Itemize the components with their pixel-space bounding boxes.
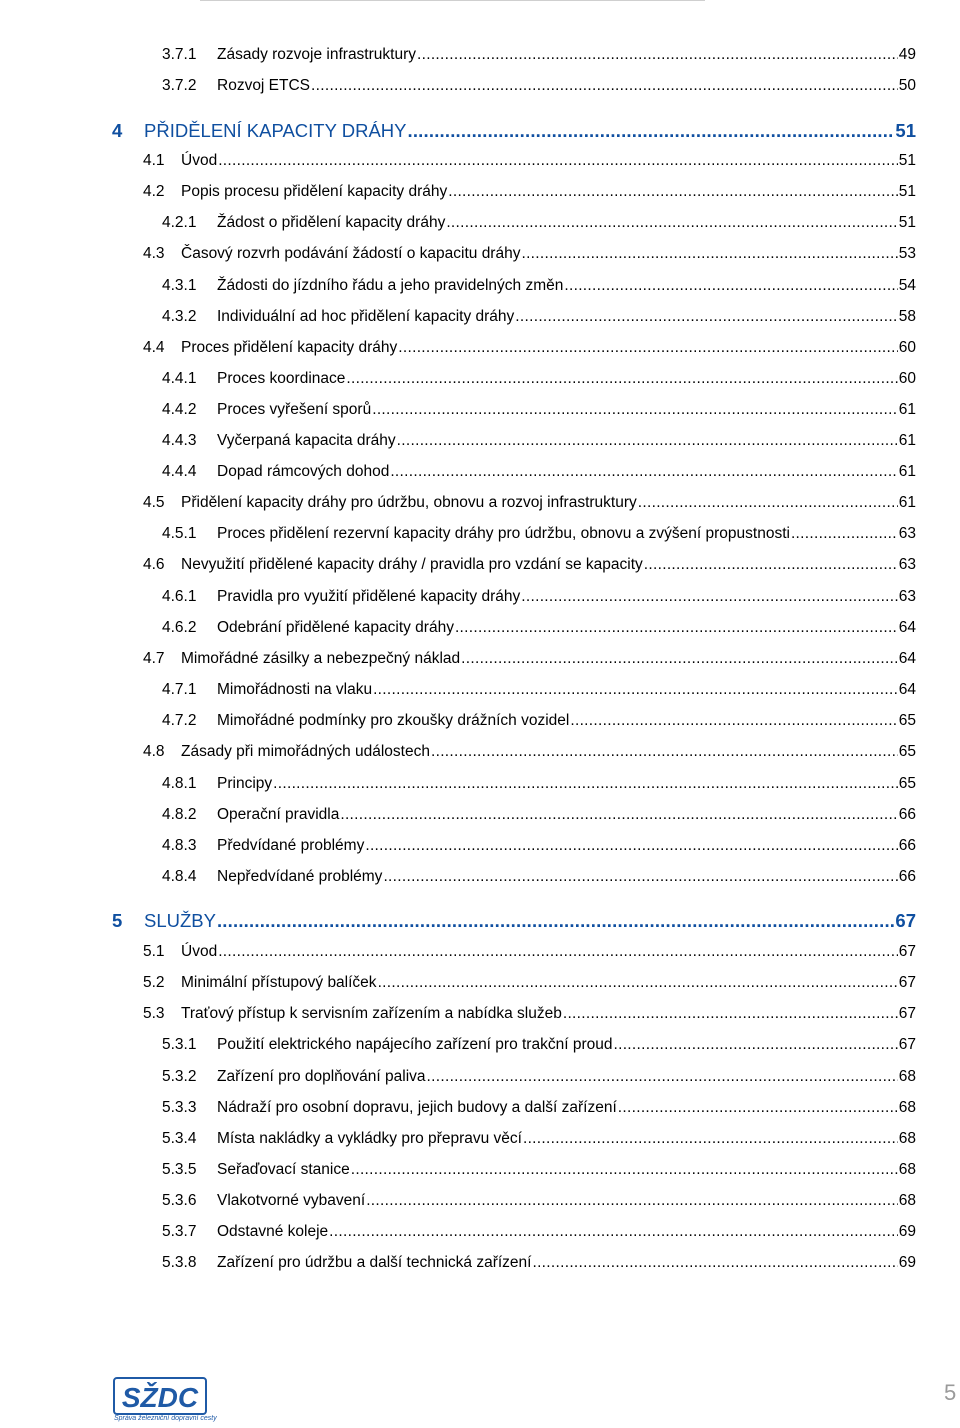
toc-page-number: 61: [898, 494, 916, 511]
toc-entry[interactable]: [143, 650, 916, 668]
toc-page-number: 65: [898, 775, 916, 792]
toc-page-number: 65: [898, 743, 916, 760]
toc-entry[interactable]: [162, 837, 916, 855]
toc-leader-dots: [446, 214, 897, 232]
toc-number: 4.6.1: [162, 588, 197, 605]
toc-page-number: 54: [898, 277, 916, 294]
toc-entry[interactable]: [143, 494, 916, 512]
toc-page-number: 61: [898, 401, 916, 418]
toc-number: 4.8.3: [162, 837, 197, 854]
toc-entry[interactable]: [162, 1161, 916, 1179]
toc-number: 4.8: [143, 743, 165, 760]
toc-title: Mimořádné podmínky pro zkoušky drážních vozidel: [217, 712, 570, 729]
toc-title: Nevyužití přidělené kapacity dráhy / pravidla pro vzdání se kapacity: [181, 556, 643, 573]
toc-page-number: 68: [898, 1161, 916, 1178]
toc-entry[interactable]: [162, 277, 916, 295]
toc-leader-dots: [521, 245, 897, 263]
toc-page-number: 51: [898, 183, 916, 200]
toc-page-number: 66: [898, 868, 916, 885]
toc-title: Proces přidělení kapacity dráhy: [181, 339, 398, 356]
toc-leader-dots: [427, 1068, 898, 1086]
toc-title: Zásady rozvoje infrastruktury: [217, 46, 416, 63]
toc-page-number: 63: [898, 525, 916, 542]
toc-page-number: 49: [898, 46, 916, 63]
toc-title: Traťový přístup k servisním zařízením a nabídka služeb: [181, 1005, 562, 1022]
toc-number: 4.4.2: [162, 401, 197, 418]
toc-title: Minimální přístupový balíček: [181, 974, 377, 991]
toc-leader-dots: [431, 743, 898, 761]
toc-title: Individuální ad hoc přidělení kapacity dráhy: [217, 308, 515, 325]
toc-page-number: 51: [895, 120, 916, 141]
toc-number: 5.3.3: [162, 1099, 197, 1116]
toc-title: Přidělení kapacity dráhy pro údržbu, obnovu a rozvoj infrastruktury: [181, 494, 637, 511]
toc-entry[interactable]: [162, 619, 916, 637]
toc-leader-dots: [311, 77, 898, 95]
toc-entry[interactable]: [143, 556, 916, 574]
toc-title: Místa nakládky a vykládky pro přepravu věcí: [217, 1130, 522, 1147]
toc-number: 4.7.2: [162, 712, 197, 729]
toc-number: 4.3.2: [162, 308, 197, 325]
toc-leader-dots: [408, 120, 895, 142]
toc-leader-dots: [351, 1161, 898, 1179]
toc-leader-dots: [644, 556, 898, 574]
toc-leader-dots: [618, 1099, 898, 1117]
toc-page-number: 66: [898, 837, 916, 854]
page-number: 5: [944, 1380, 957, 1405]
toc-title: Použití elektrického napájecího zařízení pro trakční proud: [217, 1036, 613, 1053]
toc-title: Seřaďovací stanice: [217, 1161, 350, 1178]
toc-page-number: 64: [898, 681, 916, 698]
toc-leader-dots: [346, 370, 897, 388]
toc-entry[interactable]: [162, 775, 916, 793]
toc-entry[interactable]: [143, 339, 916, 357]
toc-title: Zařízení pro údržbu a další technická zařízení: [217, 1254, 532, 1271]
toc-entry[interactable]: [143, 152, 916, 170]
toc-entry[interactable]: [162, 712, 916, 730]
toc-chapter[interactable]: [112, 910, 916, 932]
toc-leader-dots: [273, 775, 898, 793]
toc-title: Časový rozvrh podávání žádostí o kapacitu dráhy: [181, 245, 521, 262]
toc-leader-dots: [398, 339, 897, 357]
toc-number: 4.8.2: [162, 806, 197, 823]
toc-title: Mimořádnosti na vlaku: [217, 681, 373, 698]
toc-number: 4.5: [143, 494, 165, 511]
toc-entry[interactable]: [143, 743, 916, 761]
toc-number: 5.3.6: [162, 1192, 197, 1209]
toc-title: Rozvoj ETCS: [217, 77, 311, 94]
toc-number: 5.3.5: [162, 1161, 197, 1178]
toc-chapter[interactable]: [112, 120, 916, 142]
toc-leader-dots: [515, 308, 897, 326]
toc-title: Předvídané problémy: [217, 837, 365, 854]
toc-number: 4.3.1: [162, 277, 197, 294]
toc-page-number: 50: [898, 77, 916, 94]
toc-page-number: 64: [898, 619, 916, 636]
toc-leader-dots: [448, 183, 898, 201]
toc-title: Proces vyřešení sporů: [217, 401, 372, 418]
toc-page-number: 69: [898, 1254, 916, 1271]
toc-number: 5.3: [143, 1005, 165, 1022]
toc-leader-dots: [329, 1223, 898, 1241]
toc-number: 4.7.1: [162, 681, 197, 698]
toc-title: Úvod: [181, 943, 218, 960]
toc-number: 4.4: [143, 339, 165, 356]
toc-page-number: 65: [898, 712, 916, 729]
toc-leader-dots: [570, 712, 897, 730]
toc-leader-dots: [217, 910, 894, 932]
toc-entry[interactable]: [143, 943, 916, 961]
toc-page-number: 67: [898, 1036, 916, 1053]
toc-leader-dots: [218, 152, 898, 170]
logo-caption: Správa železniční dopravní cesty: [114, 1415, 217, 1422]
toc-entry[interactable]: [162, 868, 916, 886]
toc-number: 3.7.1: [162, 46, 197, 63]
toc-number: 4.2: [143, 183, 165, 200]
toc-leader-dots: [461, 650, 898, 668]
toc-leader-dots: [218, 943, 898, 961]
toc-entry[interactable]: [162, 214, 916, 232]
toc-page-number: 67: [898, 1005, 916, 1022]
toc-number: 4.3: [143, 245, 165, 262]
toc-title: Dopad rámcových dohod: [217, 463, 390, 480]
toc-number: 5.2: [143, 974, 165, 991]
toc-number: 4.2.1: [162, 214, 197, 231]
toc-entry[interactable]: [162, 1099, 916, 1117]
toc-number: 4.4.3: [162, 432, 197, 449]
toc-number: 4.7: [143, 650, 165, 667]
toc-leader-dots: [523, 1130, 898, 1148]
toc-page-number: 67: [898, 943, 916, 960]
toc-entry[interactable]: [143, 183, 916, 201]
toc-title: SLUŽBY: [144, 910, 216, 931]
toc-entry[interactable]: [162, 401, 916, 419]
toc-title: Odebrání přidělené kapacity dráhy: [217, 619, 454, 636]
toc-leader-dots: [383, 868, 897, 886]
toc-leader-dots: [340, 806, 897, 824]
toc-title: Proces přidělení rezervní kapacity dráhy pro údržbu, obnovu a zvýšení propustnosti: [217, 525, 790, 542]
toc-entry[interactable]: [162, 77, 916, 95]
toc-page-number: 64: [898, 650, 916, 667]
toc-page-number: 67: [895, 910, 916, 931]
toc-title: Zásady při mimořádných událostech: [181, 743, 430, 760]
toc-entry[interactable]: [162, 46, 916, 64]
toc-title: Mimořádné zásilky a nebezpečný náklad: [181, 650, 461, 667]
toc-entry[interactable]: [162, 370, 916, 388]
toc-leader-dots: [521, 588, 897, 606]
toc-page-number: 51: [898, 152, 916, 169]
toc-entry[interactable]: [162, 1130, 916, 1148]
toc-leader-dots: [455, 619, 898, 637]
toc-page-number: 69: [898, 1223, 916, 1240]
toc-entry[interactable]: [162, 1192, 916, 1210]
toc-title: Pravidla pro využití přidělené kapacity dráhy: [217, 588, 521, 605]
toc-leader-dots: [563, 1005, 898, 1023]
toc-number: 5.3.2: [162, 1068, 197, 1085]
toc-page-number: 51: [898, 214, 916, 231]
toc-title: Odstavné koleje: [217, 1223, 329, 1240]
toc-entry[interactable]: [162, 681, 916, 699]
toc-leader-dots: [366, 1192, 898, 1210]
toc-entry[interactable]: [162, 308, 916, 326]
toc-number: 5.3.8: [162, 1254, 197, 1271]
toc-leader-dots: [532, 1254, 897, 1272]
toc-title: Nádraží pro osobní dopravu, jejich budovy a další zařízení: [217, 1099, 617, 1116]
toc-title: Úvod: [181, 152, 218, 169]
toc-page-number: 68: [898, 1068, 916, 1085]
toc-title: Žádost o přidělení kapacity dráhy: [217, 214, 446, 231]
toc-leader-dots: [417, 46, 898, 64]
toc-title: Vlakotvorné vybavení: [217, 1192, 366, 1209]
toc-entry[interactable]: [162, 463, 916, 481]
toc-page-number: 68: [898, 1099, 916, 1116]
toc-number: 4: [112, 120, 123, 141]
toc-number: 4.6.2: [162, 619, 197, 636]
toc-entry[interactable]: [143, 1005, 916, 1023]
toc-page-number: 61: [898, 432, 916, 449]
toc-page-number: 60: [898, 370, 916, 387]
toc-leader-dots: [365, 837, 897, 855]
toc-leader-dots: [390, 463, 897, 481]
toc-leader-dots: [373, 681, 898, 699]
toc-entry[interactable]: [162, 1223, 916, 1241]
toc-number: 3.7.2: [162, 77, 197, 94]
toc-page-number: 61: [898, 463, 916, 480]
toc-leader-dots: [372, 401, 898, 419]
toc-entry[interactable]: [162, 525, 916, 543]
toc-title: Operační pravidla: [217, 806, 340, 823]
toc-leader-dots: [638, 494, 898, 512]
toc-page-number: 66: [898, 806, 916, 823]
toc-title: PŘIDĚLENÍ KAPACITY DRÁHY: [144, 120, 407, 141]
toc-page-number: 63: [898, 588, 916, 605]
toc-entry[interactable]: [143, 245, 916, 263]
toc-title: Vyčerpaná kapacita dráhy: [217, 432, 396, 449]
toc-entry[interactable]: [143, 974, 916, 992]
toc-title: Nepředvídané problémy: [217, 868, 383, 885]
toc-leader-dots: [397, 432, 898, 450]
toc-number: 5.3.7: [162, 1223, 197, 1240]
toc-leader-dots: [791, 525, 898, 543]
toc-number: 5: [112, 910, 123, 931]
logo-text: SŽDC: [121, 1382, 199, 1413]
toc-entry[interactable]: [162, 806, 916, 824]
toc-title: Popis procesu přidělení kapacity dráhy: [181, 183, 448, 200]
toc-number: 4.4.1: [162, 370, 197, 387]
toc-title: Zařízení pro doplňování paliva: [217, 1068, 426, 1085]
toc-number: 4.5.1: [162, 525, 197, 542]
toc-number: 4.6: [143, 556, 165, 573]
toc-leader-dots: [378, 974, 898, 992]
toc-page-number: 67: [898, 974, 916, 991]
toc-title: Žádosti do jízdního řádu a jeho pravidelných změn: [217, 277, 564, 294]
toc-page-number: 68: [898, 1130, 916, 1147]
toc-title: Proces koordinace: [217, 370, 346, 387]
toc-number: 4.8.4: [162, 868, 197, 885]
toc-leader-dots: [613, 1036, 897, 1054]
toc-entry[interactable]: [162, 432, 916, 450]
toc-number: 5.3.4: [162, 1130, 197, 1147]
toc-entry[interactable]: [162, 1036, 916, 1054]
toc-number: 5.1: [143, 943, 165, 960]
toc-number: 4.4.4: [162, 463, 197, 480]
toc-number: 4.1: [143, 152, 165, 169]
toc-entry[interactable]: [162, 1068, 916, 1086]
toc-number: 5.3.1: [162, 1036, 197, 1053]
toc-leader-dots: [564, 277, 897, 295]
toc-number: 4.8.1: [162, 775, 197, 792]
toc-entry[interactable]: [162, 588, 916, 606]
toc-page-number: 63: [898, 556, 916, 573]
toc-page-number: 60: [898, 339, 916, 356]
toc-title: Principy: [217, 775, 273, 792]
toc-page-number: 58: [898, 308, 916, 325]
toc-entry[interactable]: [162, 1254, 916, 1272]
toc-page-number: 53: [898, 245, 916, 262]
toc-page-number: 68: [898, 1192, 916, 1209]
